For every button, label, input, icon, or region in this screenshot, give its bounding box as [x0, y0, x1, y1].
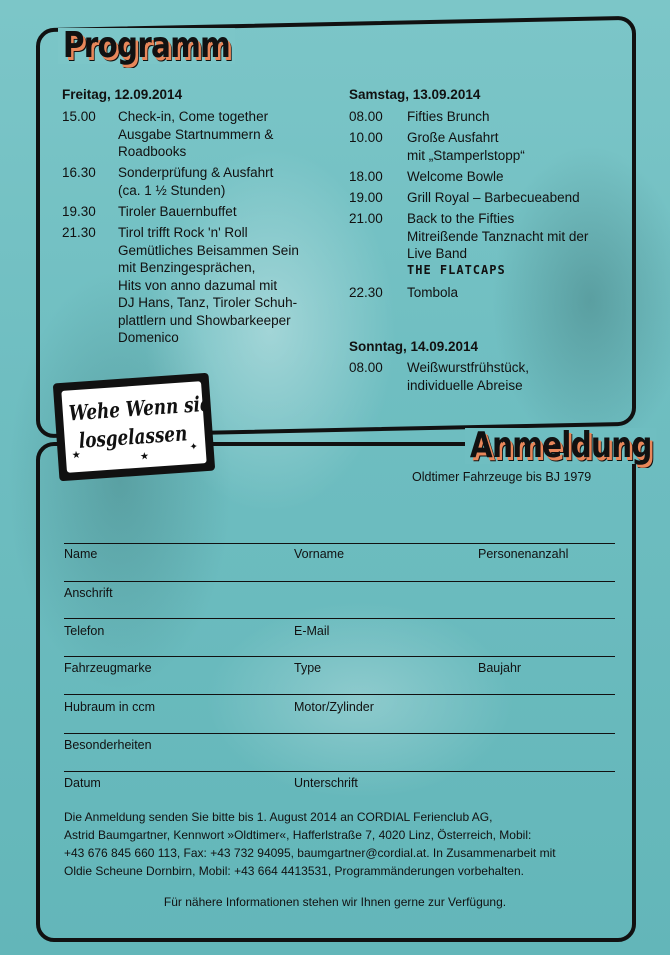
friday-time-4: 21.30 — [62, 225, 96, 240]
programm-heading: Programm — [58, 28, 235, 64]
form-divider — [64, 618, 615, 619]
email-field-label: E-Mail — [294, 624, 330, 638]
saturday-event-2-line-1: Große Ausfahrt — [407, 130, 499, 145]
saturday-time-3: 18.00 — [349, 169, 383, 184]
saturday-event-6-line-1: Tombola — [407, 285, 459, 300]
friday-event-2-line-1: Sonderprüfung & Ausfahrt — [118, 165, 274, 180]
sunday-time-1: 08.00 — [349, 360, 383, 375]
saturday-time-4: 19.00 — [349, 190, 383, 205]
friday-event-4-line-1: Tirol trifft Rock 'n' Roll — [118, 225, 248, 240]
sunday-heading: Sonntag, 14.09.2014 — [349, 339, 479, 354]
friday-event-4-line-4: Hits von anno dazumal mit — [118, 277, 278, 293]
form-divider — [64, 581, 615, 582]
unterschrift-field-label: Unterschrift — [294, 776, 358, 790]
saturday-event-3-line-1: Welcome Bowle — [407, 169, 504, 184]
telefon-field-label: Telefon — [64, 624, 105, 638]
friday-event-4-line-3: mit Benzingesprächen, — [118, 260, 256, 275]
saturday-time-1: 08.00 — [349, 109, 383, 124]
saturday-event-2-line-2: mit „Stamperlstopp“ — [407, 147, 525, 163]
friday-event-4-line-6: plattlern und Showbarkeeper — [118, 312, 291, 328]
form-divider — [64, 733, 615, 734]
friday-event-4-line-2: Gemütliches Beisammen Sein — [118, 242, 299, 258]
fahrzeugmarke-field-label: Fahrzeugmarke — [64, 661, 152, 675]
saturday-heading: Samstag, 13.09.2014 — [349, 87, 481, 102]
friday-time-2: 16.30 — [62, 165, 96, 180]
anmeldung-heading: Anmeldung — [465, 428, 657, 464]
saturday-time-6: 22.30 — [349, 285, 383, 300]
friday-event-2-line-2: (ca. 1 ½ Stunden) — [118, 182, 226, 198]
saturday-event-4-line-1: Grill Royal – Barbecueabend — [407, 190, 580, 205]
form-divider — [64, 771, 615, 772]
sunday-event-1-line-2: individuelle Abreise — [407, 377, 523, 393]
footer-note: Für nähere Informationen stehen wir Ihnen gerne zur Verfügung. — [163, 895, 507, 909]
saturday-time-2: 10.00 — [349, 130, 383, 145]
friday-time-1: 15.00 — [62, 109, 96, 124]
star-icon: ★ — [71, 449, 82, 462]
hubraum-field-label: Hubraum in ccm — [64, 700, 155, 714]
name-field-label: Name — [64, 547, 98, 561]
friday-heading: Freitag, 12.09.2014 — [62, 87, 183, 102]
datum-field-label: Datum — [64, 776, 101, 790]
sunday-event-1-line-1: Weißwurstfrühstück, — [407, 360, 530, 375]
friday-event-4-line-5: DJ Hans, Tanz, Tiroler Schuh- — [118, 295, 298, 310]
personenanzahl-field-label: Personenanzahl — [478, 547, 569, 561]
registration-info — [64, 808, 624, 880]
band-name: THE FLATCAPS — [407, 263, 506, 277]
friday-event-1-line-3: Roadbooks — [118, 144, 187, 159]
event-logo — [53, 373, 215, 482]
saturday-event-5-line-2: Mitreißende Tanznacht mit der — [407, 228, 589, 244]
saturday-event-5-line-1: Back to the Fifties — [407, 211, 515, 226]
saturday-event-1-line-1: Fifties Brunch — [407, 109, 490, 124]
info-line-2: Astrid Baumgartner, Kennwort »Oldtimer«, Hafferlstraße 7, 4020 Linz, Österreich, Mobil: — [64, 828, 532, 842]
friday-event-4-line-7: Domenico — [118, 330, 179, 345]
anmeldung-subtitle: Oldtimer Fahrzeuge bis BJ 1979 — [412, 470, 592, 484]
saturday-time-5: 21.00 — [349, 211, 383, 226]
motor-field-label: Motor/Zylinder — [294, 700, 374, 714]
besonderheiten-field-label: Besonderheiten — [64, 738, 152, 752]
vorname-field-label: Vorname — [294, 547, 345, 561]
baujahr-field-label: Baujahr — [478, 661, 522, 675]
logo-line-1: Wehe Wenn sie — [67, 390, 212, 426]
friday-event-3-line-1: Tiroler Bauernbuffet — [118, 204, 237, 219]
star-icon: ✦ — [189, 441, 199, 454]
anschrift-field-label: Anschrift — [64, 586, 113, 600]
friday-event-1-line-1: Check-in, Come together — [118, 109, 269, 124]
form-divider — [64, 543, 615, 544]
friday-time-3: 19.30 — [62, 204, 96, 219]
form-divider — [64, 694, 615, 695]
type-field-label: Type — [294, 661, 322, 675]
info-line-3: +43 676 845 660 113, Fax: +43 732 94095, baumgartner@cordial.at. In Zusammenarbeit mit — [64, 846, 556, 860]
form-divider — [64, 656, 615, 657]
friday-event-1-line-2: Ausgabe Startnummern & — [118, 126, 274, 142]
saturday-event-5-line-3: Live Band — [407, 246, 468, 261]
star-icon: ★ — [139, 451, 150, 463]
info-line-1: Die Anmeldung senden Sie bitte bis 1. August 2014 an CORDIAL Ferienclub AG, — [64, 810, 493, 824]
logo-line-2: losgelassen — [77, 420, 188, 453]
info-line-4: Oldie Scheune Dornbirn, Mobil: +43 664 4413531, Programmänderungen vorbehalten. — [64, 864, 524, 878]
